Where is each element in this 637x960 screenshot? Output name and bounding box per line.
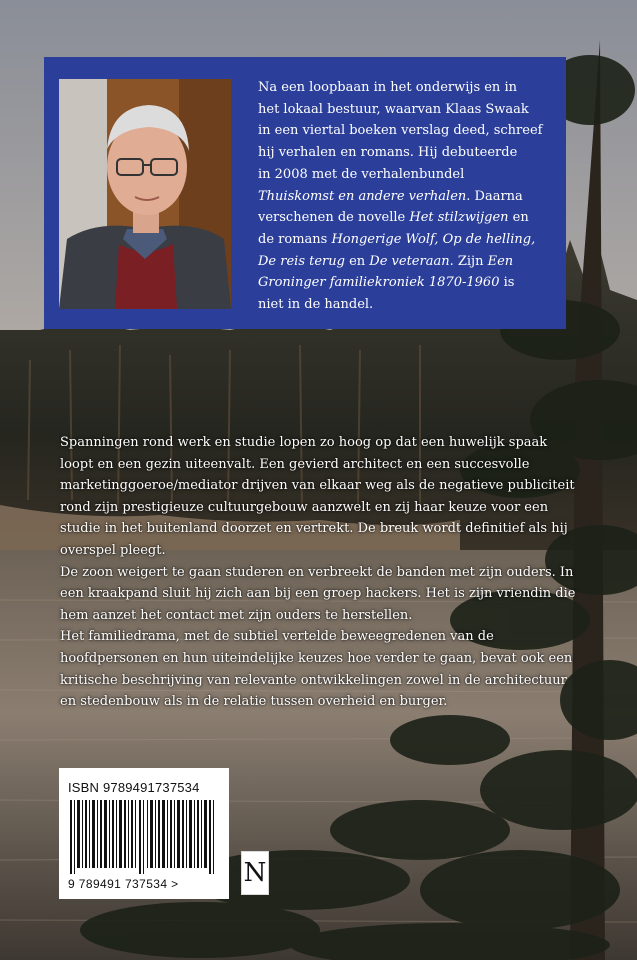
isbn-label: ISBN 9789491737534 — [68, 780, 200, 795]
book-title: De veteraan — [369, 253, 450, 269]
publisher-logo: N — [241, 851, 269, 895]
bio-line: in een viertal boeken verslag deed, schreef — [258, 123, 543, 139]
bio-text: en — [508, 210, 529, 226]
book-title: Het stilzwijgen — [409, 210, 509, 226]
author-bio — [258, 77, 558, 316]
book-title: De reis terug — [258, 253, 345, 269]
book-blurb — [60, 432, 580, 713]
blurb-paragraph: De zoon weigert te gaan studeren en verbreekt de banden met zijn ouders. In een kraakpand sluit hij zich aan bij een groep hackers. Het is zijn vriendin die hem aanzet het contact met zijn ouders te herstellen. — [60, 564, 576, 623]
blurb-paragraph: Spanningen rond werk en studie lopen zo hoog op dat een huwelijk spaak loopt en een gezin uiteenvalt. Een gevierd architect en een succesvolle marketinggoeroe/mediator drijven van elkaar weg als de negatieve publiciteit rond zijn prestigieuze cultuurgebouw aanzwelt en zij haar keuze voor een studie in het buitenland doorzet en vertrekt. De breuk wordt definitief als hij overspel pleegt. — [60, 435, 575, 558]
blurb-paragraph: Het familiedrama, met de subtiel vertelde beweegredenen van de hoofdpersonen en hun uiteindelijke keuzes hoe verder te gaan, bevat ook een kritische beschrijving van relevante ontwikkelingen zowel in de architectuur en stedenbouw als in de relatie tussen overheid en burger. — [60, 629, 573, 710]
bio-line: Na een loopbaan in het onderwijs en in — [258, 80, 517, 95]
bio-line: het lokaal bestuur, waarvan Klaas Swaak — [258, 101, 529, 117]
bio-text: . Daarna — [466, 188, 523, 204]
bio-text: en — [344, 253, 370, 269]
bio-text: verschenen de novelle — [258, 210, 410, 226]
bio-line: in 2008 met de verhalenbundel — [258, 166, 465, 182]
bio-line: hij verhalen en romans. Hij debuteerde — [258, 145, 518, 161]
book-title: Een — [487, 253, 514, 269]
book-title: Hongerige Wolf, Op de helling, — [331, 231, 536, 247]
bio-text: . Zijn — [449, 253, 488, 269]
author-photo — [59, 79, 231, 309]
bio-line: niet in de handel. — [258, 297, 374, 313]
bio-text: is — [499, 275, 515, 291]
author-panel — [44, 57, 566, 329]
barcode-digits: 9 789491 737534 > — [68, 877, 179, 891]
book-title: Groninger familiekroniek 1870-1960 — [258, 275, 500, 291]
book-title: Thuiskomst en andere verhalen — [258, 188, 467, 204]
isbn-barcode-box — [59, 768, 229, 899]
bio-text: de romans — [258, 231, 332, 247]
barcode-icon — [68, 800, 223, 874]
